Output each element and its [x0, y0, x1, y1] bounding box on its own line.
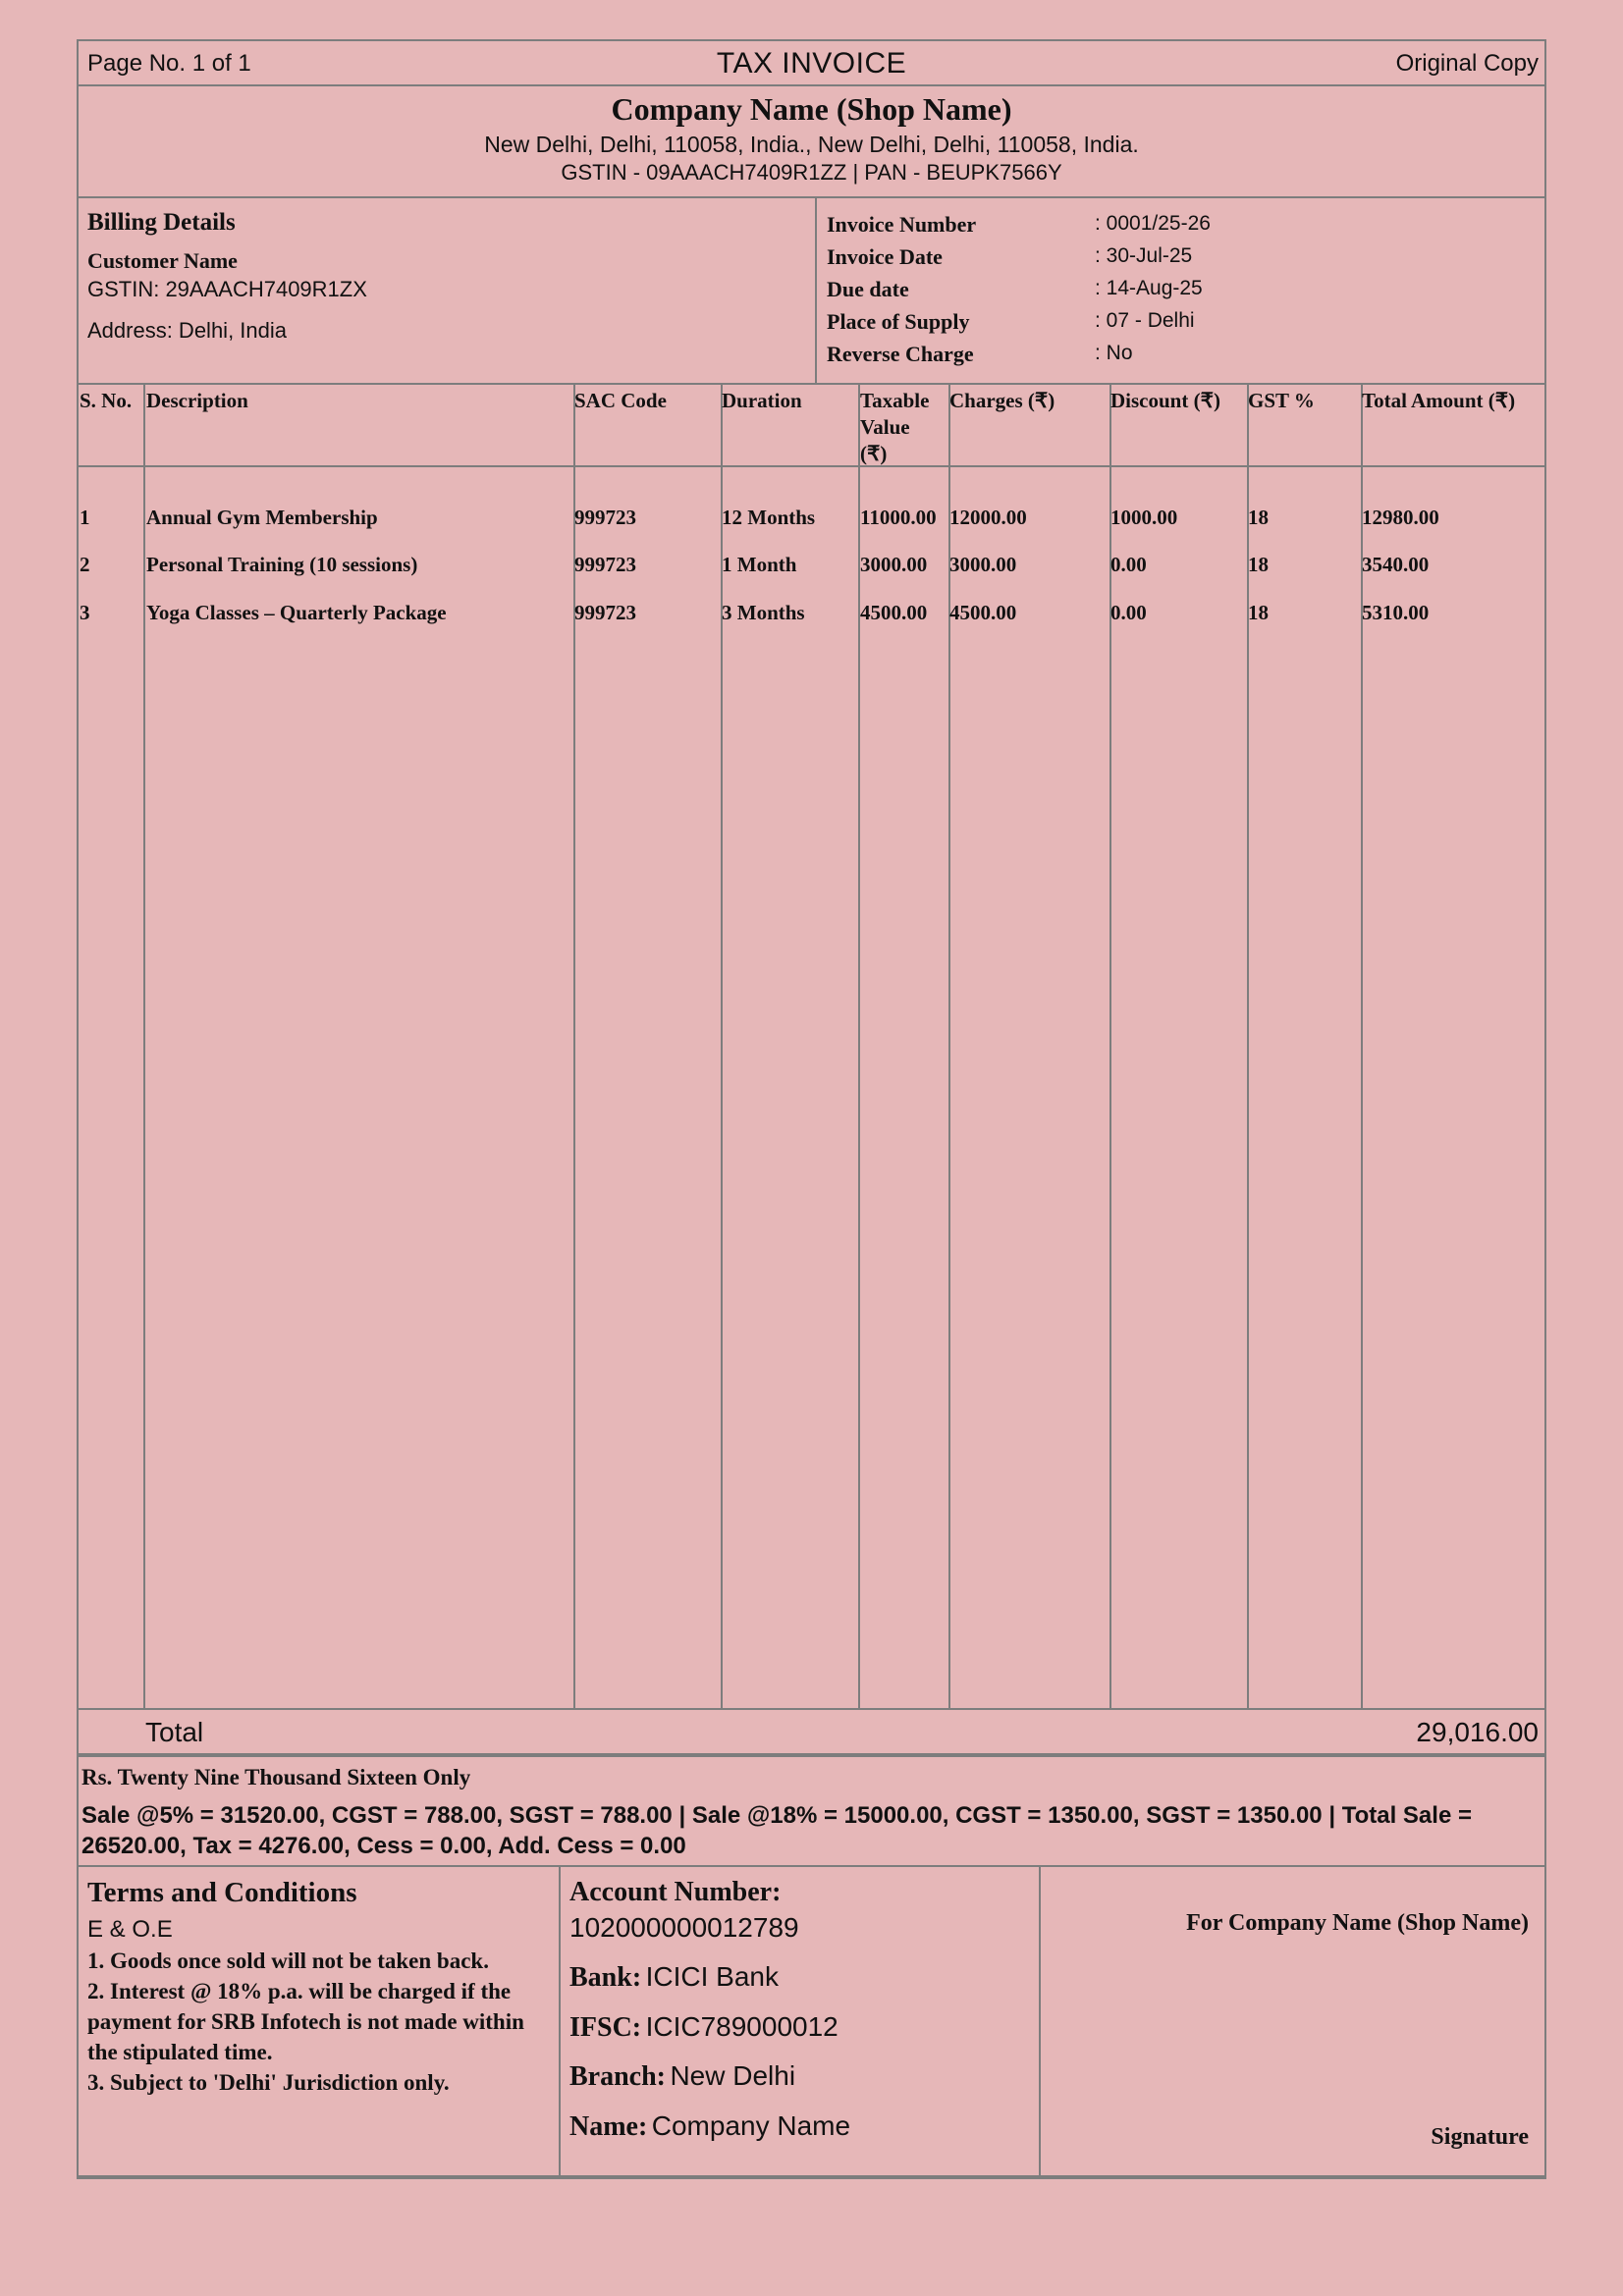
cell-total: 5310.00 [1362, 601, 1430, 624]
total-row [77, 1710, 1546, 1757]
branch-label: Branch: [569, 2061, 666, 2092]
branch-value: New Delhi [670, 2060, 796, 2091]
cell-charges: 3000.00 [949, 553, 1017, 576]
amount-in-words: Rs. Twenty Nine Thousand Sixteen Only [81, 1765, 471, 1789]
account-number-value-text: 102000000012789 [569, 1912, 799, 1943]
signature-label: Signature [1431, 2124, 1529, 2150]
invoice-page [77, 39, 1546, 2179]
ifsc-row [569, 2011, 839, 2044]
account-name-label: Name: [569, 2111, 648, 2142]
cell-sno: 2 [80, 553, 90, 576]
reverse-charge-value: : No [1095, 342, 1133, 364]
col-header-total: Total Amount (₹) [1362, 389, 1516, 412]
signature-for: For Company Name (Shop Name) [1186, 1910, 1529, 1936]
branch-row [569, 2060, 795, 2093]
account-number-label-text: Account Number: [569, 1877, 782, 1907]
due-date-value: : 14-Aug-25 [1095, 277, 1203, 299]
cell-taxable-value: 11000.00 [860, 506, 937, 529]
col-header-duration: Duration [722, 389, 802, 412]
items-table [77, 385, 1546, 1710]
column-divider [79, 385, 1363, 1708]
company-gstin-pan: GSTIN - 09AAACH7409R1ZZ | PAN - BEUPK7566Y [561, 160, 1062, 185]
customer-name: Customer Name [87, 248, 238, 273]
account-name-value: Company Name [651, 2110, 851, 2141]
cell-total: 12980.00 [1362, 506, 1439, 529]
place-of-supply-label: Place of Supply [827, 309, 970, 334]
cell-description: Annual Gym Membership [146, 506, 378, 529]
terms-item: 2. Interest @ 18% p.a. will be charged if the payment for SRB Infotech is not made within the stipulated time. [87, 1979, 524, 2064]
col-header-charges: Charges (₹) [949, 389, 1055, 412]
terms-item: 3. Subject to 'Delhi' Jurisdiction only. [87, 2070, 450, 2095]
account-name-row [569, 2110, 850, 2143]
col-header-taxable-value: Taxable Value (₹) [860, 389, 930, 465]
company-address: New Delhi, Delhi, 110058, India., New Delhi, Delhi, 110058, India. [484, 132, 1139, 157]
invoice-date-value: : 30-Jul-25 [1095, 244, 1193, 267]
cell-charges: 12000.00 [949, 506, 1027, 529]
invoice-footer [77, 1867, 1546, 2179]
bank-row [569, 1961, 779, 1994]
terms-section [79, 1867, 561, 2175]
cell-taxable-value: 3000.00 [860, 553, 928, 576]
invoice-header-bar [77, 39, 1546, 86]
col-header-sno: S. No. [80, 389, 133, 412]
bank-details [561, 1867, 1041, 2175]
cell-discount: 0.00 [1110, 601, 1147, 624]
cell-charges: 4500.00 [949, 601, 1017, 624]
cell-description: Yoga Classes – Quarterly Package [146, 601, 447, 624]
total-value: 29,016.00 [1416, 1717, 1539, 1747]
col-header-discount: Discount (₹) [1110, 389, 1220, 412]
invoice-date-label: Invoice Date [827, 244, 943, 269]
bank-label: Bank: [569, 1962, 642, 1993]
terms-eoe: E & O.E [87, 1916, 173, 1943]
cell-sac: 999723 [574, 506, 636, 529]
cell-gst: 18 [1248, 553, 1269, 576]
amount-summary [77, 1757, 1546, 1867]
ifsc-value: ICIC789000012 [645, 2011, 839, 2042]
billing-heading: Billing Details [87, 209, 236, 236]
cell-sac: 999723 [574, 601, 636, 624]
cell-sac: 999723 [574, 553, 636, 576]
page-number: Page No. 1 of 1 [87, 50, 251, 77]
cell-duration: 3 Months [722, 601, 805, 624]
invoice-number-value: : 0001/25-26 [1095, 212, 1211, 235]
cell-sno: 1 [80, 506, 90, 529]
cell-total: 3540.00 [1362, 553, 1430, 576]
cell-sno: 3 [80, 601, 90, 624]
bank-value: ICICI Bank [645, 1961, 779, 1992]
account-number-value [569, 1912, 799, 1944]
cell-gst: 18 [1248, 601, 1269, 624]
ifsc-label: IFSC: [569, 2012, 642, 2043]
signature-section [1041, 1867, 1544, 2175]
col-header-gst: GST % [1248, 389, 1315, 412]
terms-heading: Terms and Conditions [87, 1877, 357, 1908]
cell-duration: 12 Months [722, 506, 816, 529]
account-number-label [569, 1877, 781, 1908]
customer-address: Address: Delhi, India [87, 318, 287, 343]
cell-discount: 1000.00 [1110, 506, 1178, 529]
cell-description: Personal Training (10 sessions) [146, 553, 418, 576]
due-date-label: Due date [827, 277, 909, 301]
terms-item: 1. Goods once sold will not be taken back. [87, 1949, 489, 1973]
tax-summary: Sale @5% = 31520.00, CGST = 788.00, SGST = 788.00 | Sale @18% = 15000.00, CGST = 1350.00, SGST = 1350.00 | Total Sale = 26520.00, Tax = 4276.00, Cess = 0.00, Add. Cess = 0.00 [81, 1802, 1472, 1859]
cell-duration: 1 Month [722, 553, 797, 576]
cell-discount: 0.00 [1110, 553, 1147, 576]
company-block [77, 86, 1546, 198]
terms-list [87, 1946, 549, 2098]
invoice-title: TAX INVOICE [716, 47, 907, 80]
copy-type: Original Copy [1395, 50, 1539, 77]
total-label: Total [145, 1717, 204, 1747]
billing-section [77, 198, 1546, 385]
header-divider [79, 465, 1544, 467]
billing-details [79, 198, 817, 383]
reverse-charge-label: Reverse Charge [827, 342, 974, 366]
cell-taxable-value: 4500.00 [860, 601, 928, 624]
place-of-supply-value: : 07 - Delhi [1095, 309, 1195, 332]
col-header-sac: SAC Code [574, 389, 667, 412]
company-name: Company Name (Shop Name) [611, 91, 1012, 127]
col-header-description: Description [146, 389, 248, 412]
cell-gst: 18 [1248, 506, 1269, 529]
customer-gstin: GSTIN: 29AAACH7409R1ZX [87, 277, 367, 301]
invoice-number-label: Invoice Number [827, 212, 977, 237]
